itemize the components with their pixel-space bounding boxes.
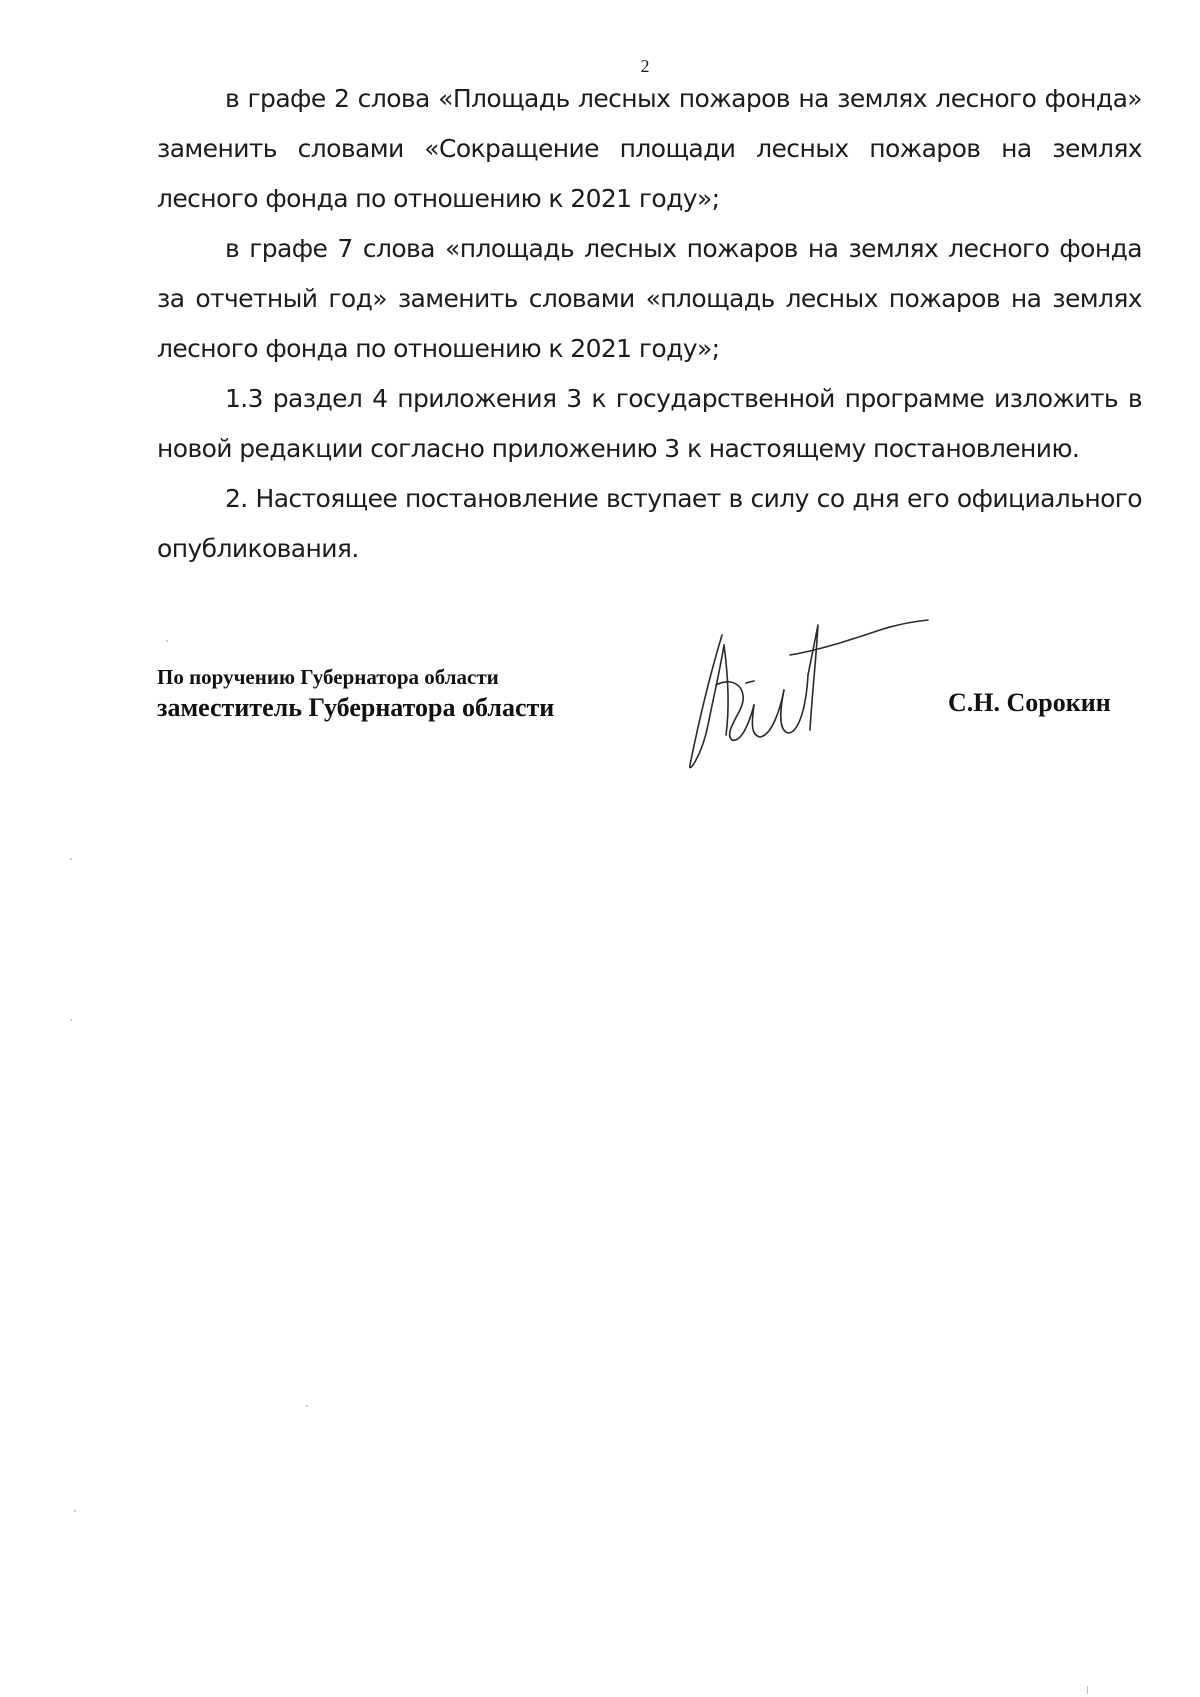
scan-speck (1087, 1686, 1088, 1694)
handwritten-signature (680, 615, 930, 775)
signatory-position: заместитель Губернатора области (157, 693, 555, 722)
paragraph: в графе 7 слова «площадь лесных пожаров на землях лесного фонда за отчетный год» заменить словами «площадь лесных пожаров на землях лесного фонда по отношению к 2021 году»; (157, 234, 1142, 363)
paragraph: 2. Настоящее постановление вступает в силу со дня его официального опубликования. (157, 484, 1142, 563)
document-body (157, 74, 1142, 574)
signatory-authority: По поручению Губернатора области (157, 665, 499, 689)
signatory-block (157, 663, 554, 725)
scan-speck (74, 1510, 76, 1512)
signatory-name: С.Н. Сорокин (948, 688, 1111, 717)
scan-speck (70, 1019, 72, 1021)
paragraph: в графе 2 слова «Площадь лесных пожаров на землях лесного фонда» заменить словами «Сокращение площади лесных пожаров на землях лесного фонда по отношению к 2021 году»; (157, 84, 1142, 213)
page-number: 2 (640, 56, 650, 76)
paragraph: 1.3 раздел 4 приложения 3 к государственной программе изложить в новой редакции согласно приложению 3 к настоящему постановлению. (157, 384, 1142, 463)
scan-speck (70, 858, 72, 860)
scan-speck (166, 640, 168, 642)
scan-speck (306, 1405, 308, 1407)
